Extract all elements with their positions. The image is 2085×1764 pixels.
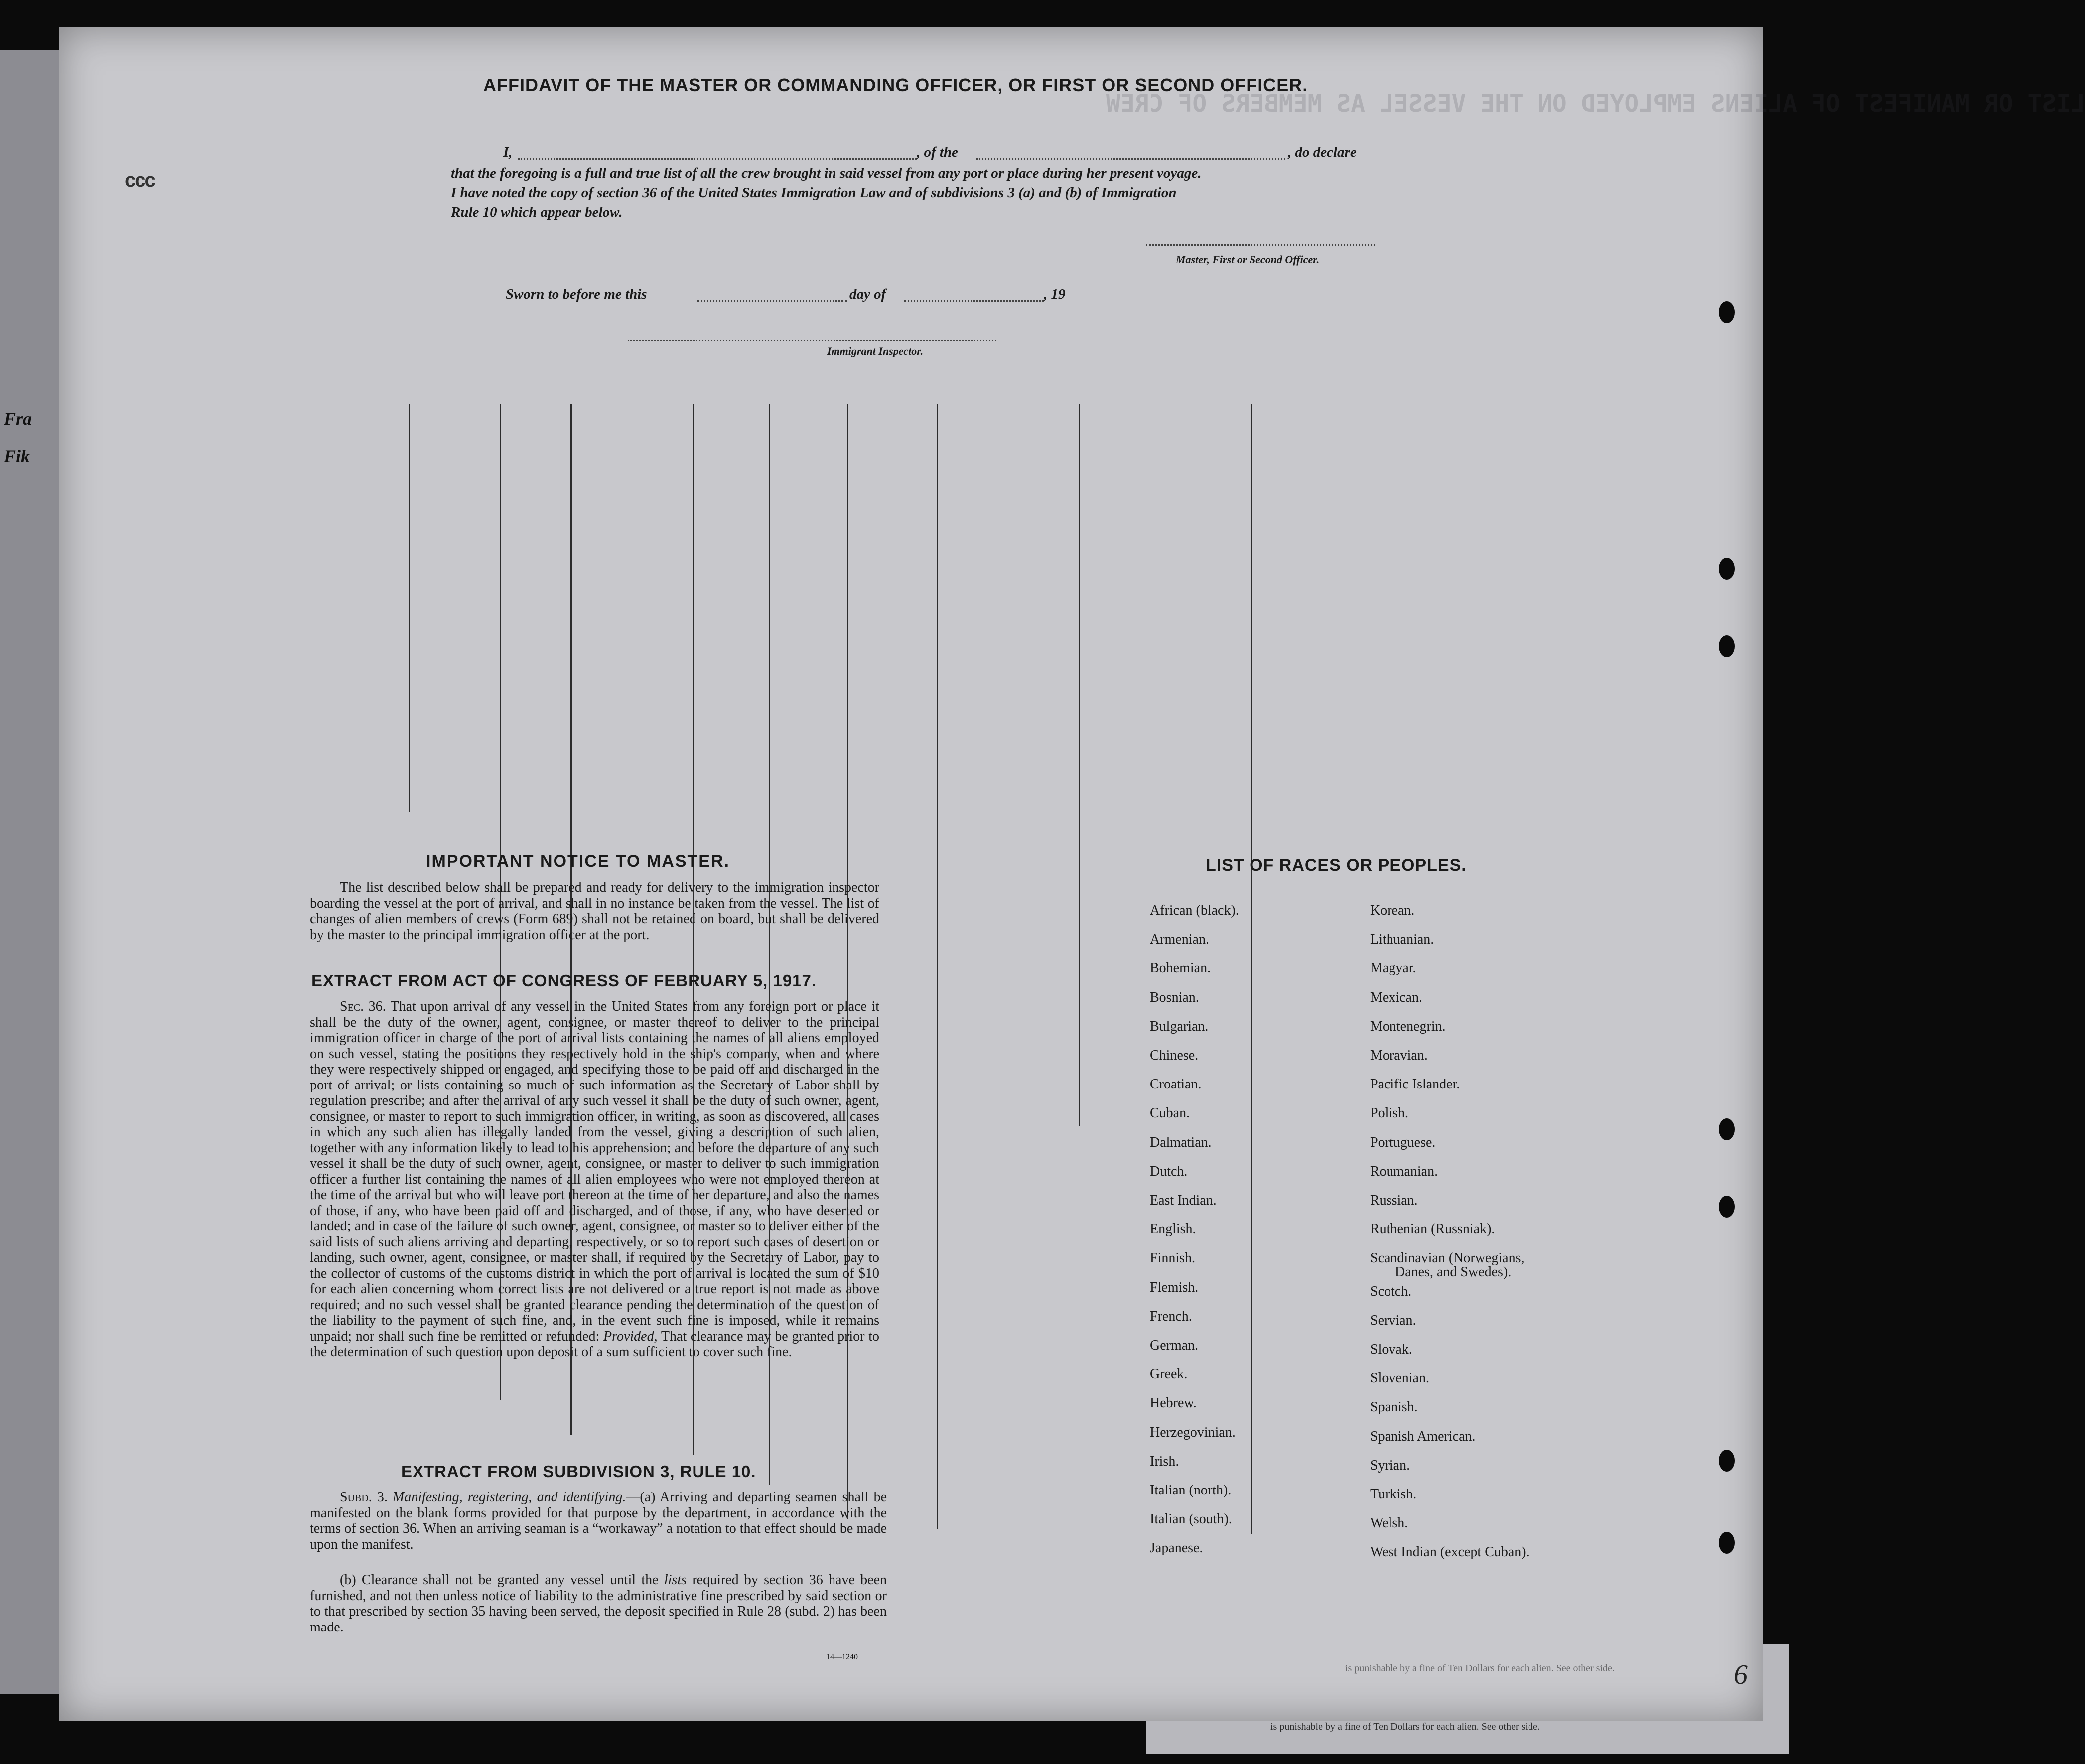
column-rule bbox=[1251, 404, 1252, 1534]
race-item: Flemish. bbox=[1150, 1279, 1199, 1295]
rule-extract-para-a bbox=[310, 1490, 887, 1552]
affidavit-line-2: that the foregoing is a full and true list of all the crew brought in said vessel from any port or place during her present voyage. bbox=[451, 165, 1202, 181]
punch-hole bbox=[1719, 1450, 1735, 1472]
race-item: Montenegrin. bbox=[1370, 1018, 1446, 1034]
race-item: Pacific Islander. bbox=[1370, 1077, 1460, 1092]
race-item: Dutch. bbox=[1150, 1163, 1188, 1179]
document-page bbox=[59, 27, 1763, 1721]
race-item: Ruthenian (Russniak). bbox=[1370, 1221, 1495, 1237]
race-item: Greek. bbox=[1150, 1366, 1188, 1382]
notice-body: The list described below shall be prepared and ready for delivery to the immigration inspector boarding the vessel at the port of arrival, and shall in no instance be taken from the vessel. The list of changes of alien members of crews (Form 689) shall not be retained on board, but shall be delivered by the master to the principal immigration officer at the port. bbox=[310, 880, 879, 943]
stamp-mark: ccc bbox=[125, 169, 155, 191]
para-b-rest: required by section 36 have been furnished, and not then unless notice of liability to the administrative fine prescribed by said section or to that prescribed by section 35 having been served, the deposit specified in Rule 28 (subd. 2) has been made. bbox=[310, 1572, 887, 1635]
race-item: Irish. bbox=[1150, 1453, 1179, 1469]
race-item: Moravian. bbox=[1370, 1048, 1428, 1063]
subd-para-a: —(a) Arriving and departing seamen shall be manifested on the blank forms provided for that purpose by the department, in accordance with the terms of section 36. When an arriving seaman is a “workaway” a notation to that effect should be made upon the manifest. bbox=[310, 1490, 887, 1552]
race-item: Korean. bbox=[1370, 903, 1415, 918]
punch-hole bbox=[1719, 1196, 1735, 1218]
act-extract-title: EXTRACT FROM ACT OF CONGRESS OF FEBRUARY 5, 1917. bbox=[311, 971, 817, 990]
race-item: Scandinavian (Norwegians, bbox=[1370, 1250, 1525, 1266]
sec-body: That upon arrival of any vessel in the United States from any foreign port or place it shall be the duty of the owner, agent, consignee, or master thereof to deliver to the principal immigration officer in charge of the port of arrival lists containing the names of all aliens employed on such vessel, stating the positions they respectively hold in the ship's company, when and where they were respectively shipped or engaged, and specifying those to be paid off and discharged in the port of arrival; or lists containing so much of such information as the Secretary of Labor shall by regulation prescribe; and after the arrival of any such vessel it shall be the duty of such owner, agent, consignee, or master to report to such immigration officer, in writing, as soon as discovered, all cases in which any such alien has illegally landed from the vessel, giving a description of such alien, together with any information likely to lead to his apprehension; and before the departure of any such vessel it shall be the duty of such owner, agent, consignee, or master to deliver to such immigration officer a further list containing the names of all alien employees who were not employed thereon at the time of the arrival but who will leave port thereon at the time of her departure, and also the names of those, if any, who have been paid off and discharged, and of those, if any, who have deserted or landed; and in case of the failure of such owner, agent, consignee, or master so to deliver either of the said lists of such aliens arriving and departing, respectively, or so to report such cases of desertion or landing, such owner, agent, consignee, or master shall, if required by the Secretary of Labor, pay to the collector of customs of the customs district in which the port of arrival is located the sum of $10 for each alien concerning whom correct lists are not delivered or a true report is not made as above required; and no such vessel shall be granted clearance pending the determination of the question of the liability to the payment of such fine, and, in the event such fine is imposed, while it remains unpaid; nor shall such fine be remitted or refunded: bbox=[310, 999, 879, 1344]
notice-title: IMPORTANT NOTICE TO MASTER. bbox=[426, 852, 730, 871]
race-item: Scotch. bbox=[1370, 1283, 1412, 1299]
punch-hole bbox=[1719, 301, 1735, 323]
punch-hole bbox=[1719, 1532, 1735, 1554]
subd-heading: Manifesting, registering, and identifying. bbox=[392, 1490, 626, 1505]
race-item: East Indian. bbox=[1150, 1193, 1217, 1208]
sworn-prefix: Sworn to before me this bbox=[506, 286, 647, 302]
race-item-continuation: Danes, and Swedes). bbox=[1395, 1264, 1512, 1280]
race-item: Russian. bbox=[1370, 1193, 1418, 1208]
race-item: Polish. bbox=[1370, 1105, 1409, 1121]
sworn-month-blank bbox=[904, 300, 1044, 302]
bottom-note: is punishable by a fine of Ten Dollars for each alien. See other side. bbox=[1270, 1721, 1540, 1732]
race-item: German. bbox=[1150, 1338, 1199, 1353]
race-item: African (black). bbox=[1150, 903, 1239, 918]
race-item: French. bbox=[1150, 1308, 1192, 1324]
race-item: Slovak. bbox=[1370, 1342, 1412, 1357]
race-item: Syrian. bbox=[1370, 1457, 1410, 1473]
column-rule bbox=[1079, 404, 1080, 1126]
races-title: LIST OF RACES OR PEOPLES. bbox=[1206, 856, 1467, 875]
affidavit-line-i: I, bbox=[503, 144, 513, 160]
subd-label: Subd. 3. bbox=[340, 1490, 388, 1505]
race-item: Servian. bbox=[1370, 1312, 1416, 1328]
form-code: 14—1240 bbox=[826, 1653, 858, 1661]
race-item: Bulgarian. bbox=[1150, 1018, 1209, 1034]
para-b-lead: (b) Clearance shall not be granted any vessel until the bbox=[340, 1572, 659, 1588]
sworn-date-blank bbox=[697, 300, 847, 302]
strip-label: Fik bbox=[4, 446, 30, 466]
page-mark: 6 bbox=[1734, 1659, 1748, 1690]
race-item: Bohemian. bbox=[1150, 960, 1211, 976]
sworn-year: , 19 bbox=[1044, 286, 1066, 302]
race-item: Cuban. bbox=[1150, 1105, 1190, 1121]
race-item: Spanish. bbox=[1370, 1399, 1418, 1415]
race-item: Armenian. bbox=[1150, 932, 1209, 948]
affidavit-line-3: I have noted the copy of section 36 of the United States Immigration Law and of subdivisions 3 (a) and (b) of Immigration bbox=[451, 185, 1177, 201]
inspector-label: Immigrant Inspector. bbox=[827, 345, 924, 357]
master-signature-label: Master, First or Second Officer. bbox=[1176, 253, 1320, 266]
para-b-lists: lists bbox=[664, 1572, 687, 1588]
act-extract-body bbox=[310, 999, 879, 1360]
race-item: Hebrew. bbox=[1150, 1395, 1197, 1411]
race-item: Finnish. bbox=[1150, 1250, 1196, 1266]
race-item: Slovenian. bbox=[1370, 1370, 1429, 1386]
rule-extract-title: EXTRACT FROM SUBDIVISION 3, RULE 10. bbox=[401, 1462, 756, 1481]
punch-hole bbox=[1719, 635, 1735, 657]
race-item: English. bbox=[1150, 1221, 1196, 1237]
vessel-blank bbox=[976, 158, 1285, 160]
race-item: Turkish. bbox=[1370, 1487, 1417, 1502]
master-signature-blank bbox=[1146, 244, 1375, 246]
affidavit-declare: , do declare bbox=[1288, 144, 1357, 160]
race-item: Chinese. bbox=[1150, 1048, 1199, 1063]
race-item: Portuguese. bbox=[1370, 1134, 1436, 1150]
sec-body-end: That clearance may be granted prior to the determination of such question upon deposit of a sum sufficient to cover such fine. bbox=[310, 1328, 880, 1359]
adjacent-page-strip bbox=[0, 50, 59, 1694]
inspector-signature-blank bbox=[628, 340, 996, 341]
race-item: Italian (north). bbox=[1150, 1483, 1232, 1498]
name-blank bbox=[518, 158, 917, 160]
race-item: West Indian (except Cuban). bbox=[1370, 1544, 1529, 1560]
affidavit-line-4: Rule 10 which appear below. bbox=[451, 204, 623, 220]
race-item: Herzegovinian. bbox=[1150, 1424, 1236, 1440]
rule-extract-para-b bbox=[310, 1572, 887, 1635]
punch-hole bbox=[1719, 558, 1735, 580]
race-item: Magyar. bbox=[1370, 960, 1416, 976]
bottom-note: is punishable by a fine of Ten Dollars for each alien. See other side. bbox=[1345, 1663, 1615, 1674]
sworn-day: day of bbox=[849, 286, 886, 302]
race-item: Italian (south). bbox=[1150, 1511, 1232, 1527]
sec-label: Sec. 36. bbox=[340, 999, 386, 1014]
column-rule bbox=[937, 404, 938, 1529]
race-item: Spanish American. bbox=[1370, 1428, 1476, 1444]
race-item: Croatian. bbox=[1150, 1077, 1202, 1092]
race-item: Roumanian. bbox=[1370, 1163, 1438, 1179]
affidavit-title: AFFIDAVIT OF THE MASTER OR COMMANDING OFFICER, OR FIRST OR SECOND OFFICER. bbox=[483, 75, 1308, 95]
race-item: Dalmatian. bbox=[1150, 1134, 1212, 1150]
race-item: Welsh. bbox=[1370, 1515, 1408, 1531]
race-item: Mexican. bbox=[1370, 989, 1422, 1005]
affidavit-of-the: , of the bbox=[917, 144, 958, 160]
provided-word: Provided, bbox=[603, 1328, 658, 1344]
race-item: Lithuanian. bbox=[1370, 932, 1434, 948]
race-item: Japanese. bbox=[1150, 1540, 1203, 1556]
column-rule bbox=[409, 404, 410, 812]
strip-label: Fra bbox=[4, 409, 32, 429]
punch-hole bbox=[1719, 1118, 1735, 1140]
race-item: Bosnian. bbox=[1150, 989, 1199, 1005]
bleed-through-header: LIST OR MANIFEST OF ALIENS EMPLOYED ON THE VESSEL AS MEMBERS OF CREW bbox=[1106, 90, 2085, 118]
